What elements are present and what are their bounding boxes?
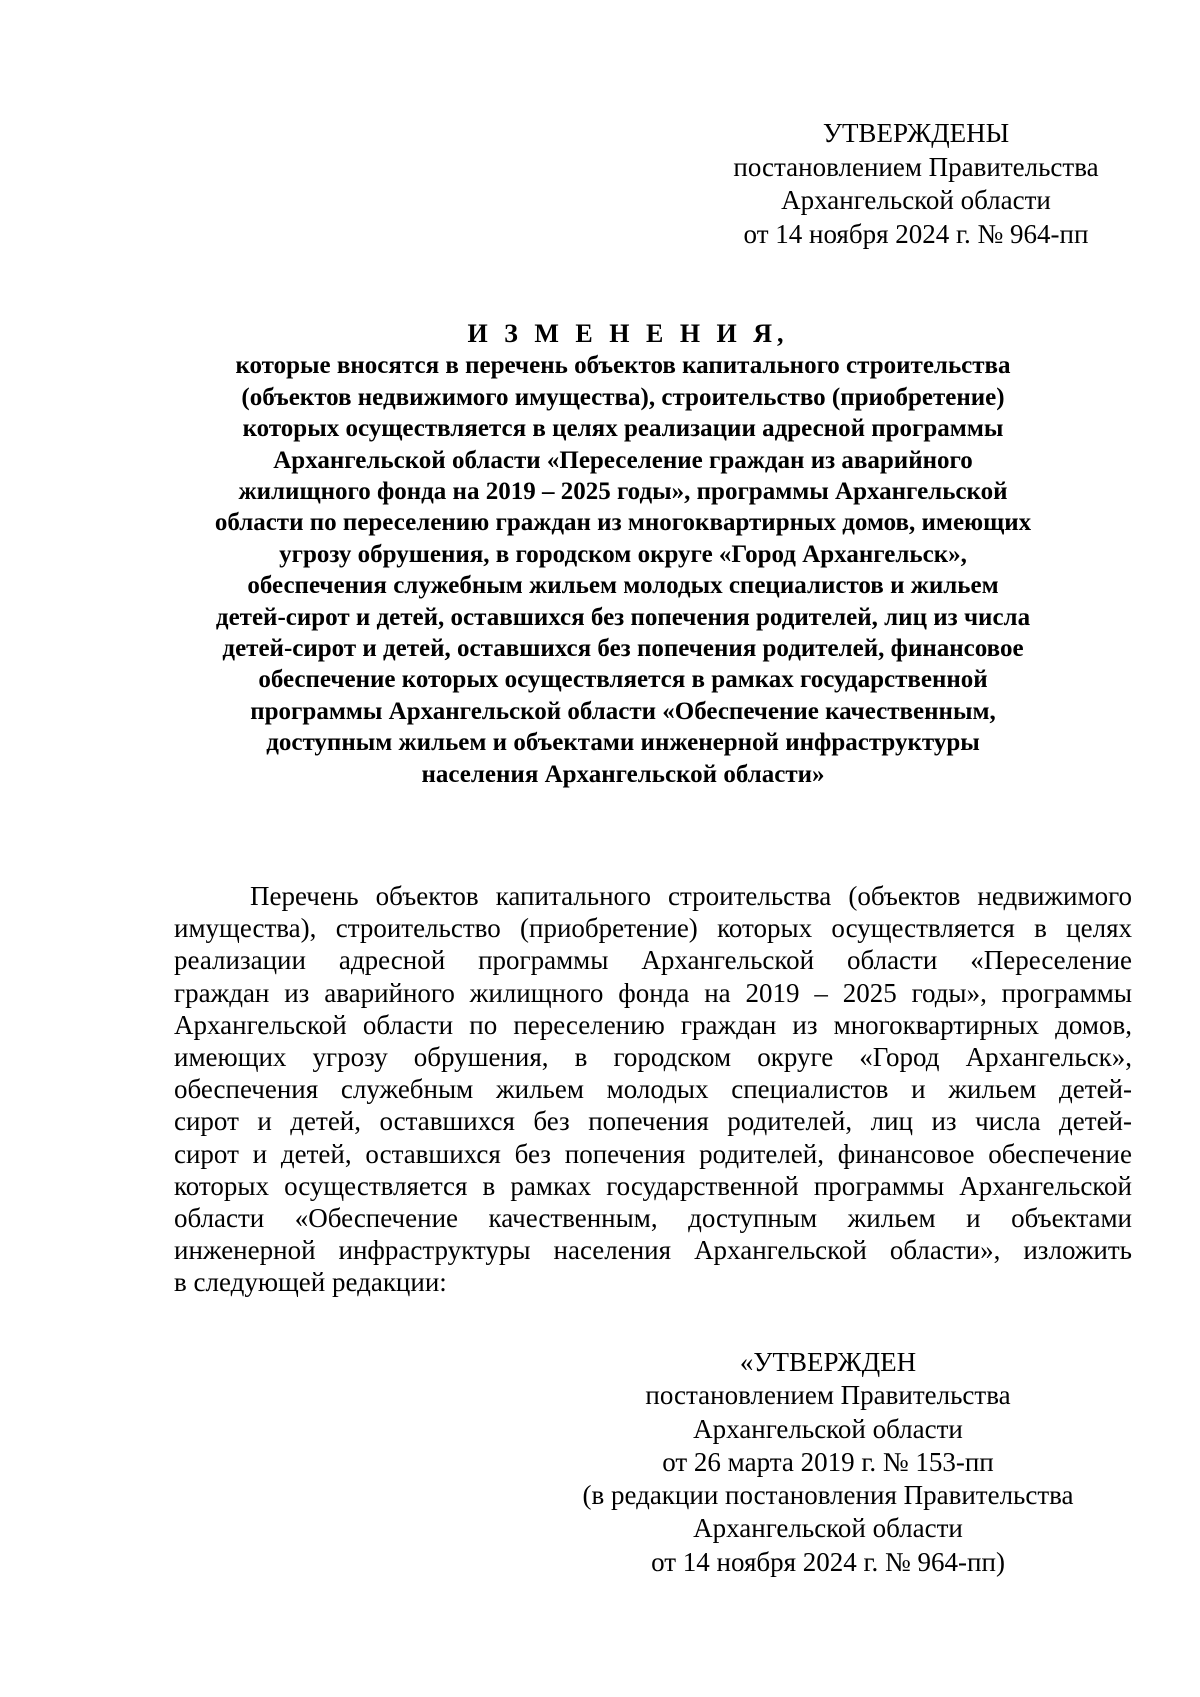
paragraph-line: обеспечения служебным жильем молодых специалистов и жильем детей-	[174, 1074, 1132, 1105]
title-line: обеспечение которых осуществляется в рамках государственной	[258, 666, 988, 694]
title-line: которых осуществляется в целях реализации адресной программы	[242, 415, 1004, 443]
paragraph-line: области «Обеспечение качественным, доступным жильем и объектами	[174, 1202, 1132, 1233]
title-line: обеспечения служебным жильем молодых специалистов и жильем	[247, 572, 999, 600]
title-line: населения Архангельской области»	[421, 760, 825, 788]
paragraph-line: сирот и детей, оставшихся без попечения родителей, лиц из числа детей-	[174, 1106, 1132, 1137]
paragraph-line: сирот и детей, оставшихся без попечения родителей, финансовое обеспечение	[174, 1138, 1132, 1169]
approval-stamp-top	[716, 117, 1116, 251]
paragraph-line: Перечень объектов капитального строительства (объектов недвижимого	[250, 881, 1132, 911]
title-line: (объектов недвижимого имущества), строительство (приобретение)	[241, 383, 1005, 411]
title-line: детей-сирот и детей, оставшихся без попечения родителей, финансовое	[222, 635, 1024, 663]
title-line: программы Архангельской области «Обеспечение качественным,	[250, 697, 996, 725]
title-line: угрозу обрушения, в городском округе «Город Архангельск»,	[279, 540, 967, 568]
title-line: Архангельской области «Переселение граждан из аварийного	[273, 446, 973, 474]
approval-date: от 26 марта 2019 г. № 153-пп	[662, 1446, 994, 1477]
approval-date: от 14 ноября 2024 г. № 964-пп	[743, 218, 1089, 249]
title-line: доступным жильем и объектами инженерной инфраструктуры	[266, 729, 980, 757]
paragraph-line: которых осуществляется в рамках государственной программы Архангельской	[174, 1170, 1132, 1201]
document-title	[148, 318, 1098, 790]
approval-title: «УТВЕРЖДЕН	[739, 1347, 917, 1377]
title-line: детей-сирот и детей, оставшихся без попечения родителей, лиц из числа	[215, 603, 1031, 631]
paragraph-line: Архангельской области по переселению граждан из многоквартирных домов,	[174, 1009, 1132, 1040]
approval-line: Архангельской области	[693, 1413, 963, 1444]
title-line: области по переселению граждан из многоквартирных домов, имеющих	[214, 509, 1032, 537]
approval-line: (в редакции постановления Правительства	[582, 1480, 1074, 1511]
body-paragraph	[174, 880, 1132, 1298]
approval-line: Архангельской области	[693, 1513, 963, 1544]
paragraph-line: инженерной инфраструктуры населения Архангельской области», изложить	[174, 1235, 1132, 1266]
paragraph-line: имеющих угрозу обрушения, в городском округе «Город Архангельск»,	[174, 1041, 1132, 1072]
title-heading: И З М Е Н Е Н И Я,	[467, 319, 789, 348]
approval-line: постановлением Правительства	[733, 151, 1099, 182]
approval-line: Архангельской области	[781, 185, 1051, 215]
title-line: жилищного фонда на 2019 – 2025 годы», программы Архангельской	[238, 478, 1008, 506]
approval-title: УТВЕРЖДЕНЫ	[822, 118, 1010, 148]
approval-stamp-bottom	[580, 1346, 1076, 1579]
paragraph-line: граждан из аварийного жилищного фонда на 2019 – 2025 годы», программы	[174, 977, 1132, 1008]
paragraph-line: в следующей редакции:	[174, 1267, 447, 1298]
title-line: которые вносятся в перечень объектов капитального строительства	[235, 352, 1011, 380]
approval-date: от 14 ноября 2024 г. № 964-пп)	[651, 1546, 1005, 1577]
paragraph-line: имущества), строительство (приобретение) которых осуществляется в целях	[174, 913, 1132, 944]
paragraph-line: реализации адресной программы Архангельской области «Переселение	[174, 945, 1132, 976]
approval-line: постановлением Правительства	[645, 1380, 1011, 1411]
